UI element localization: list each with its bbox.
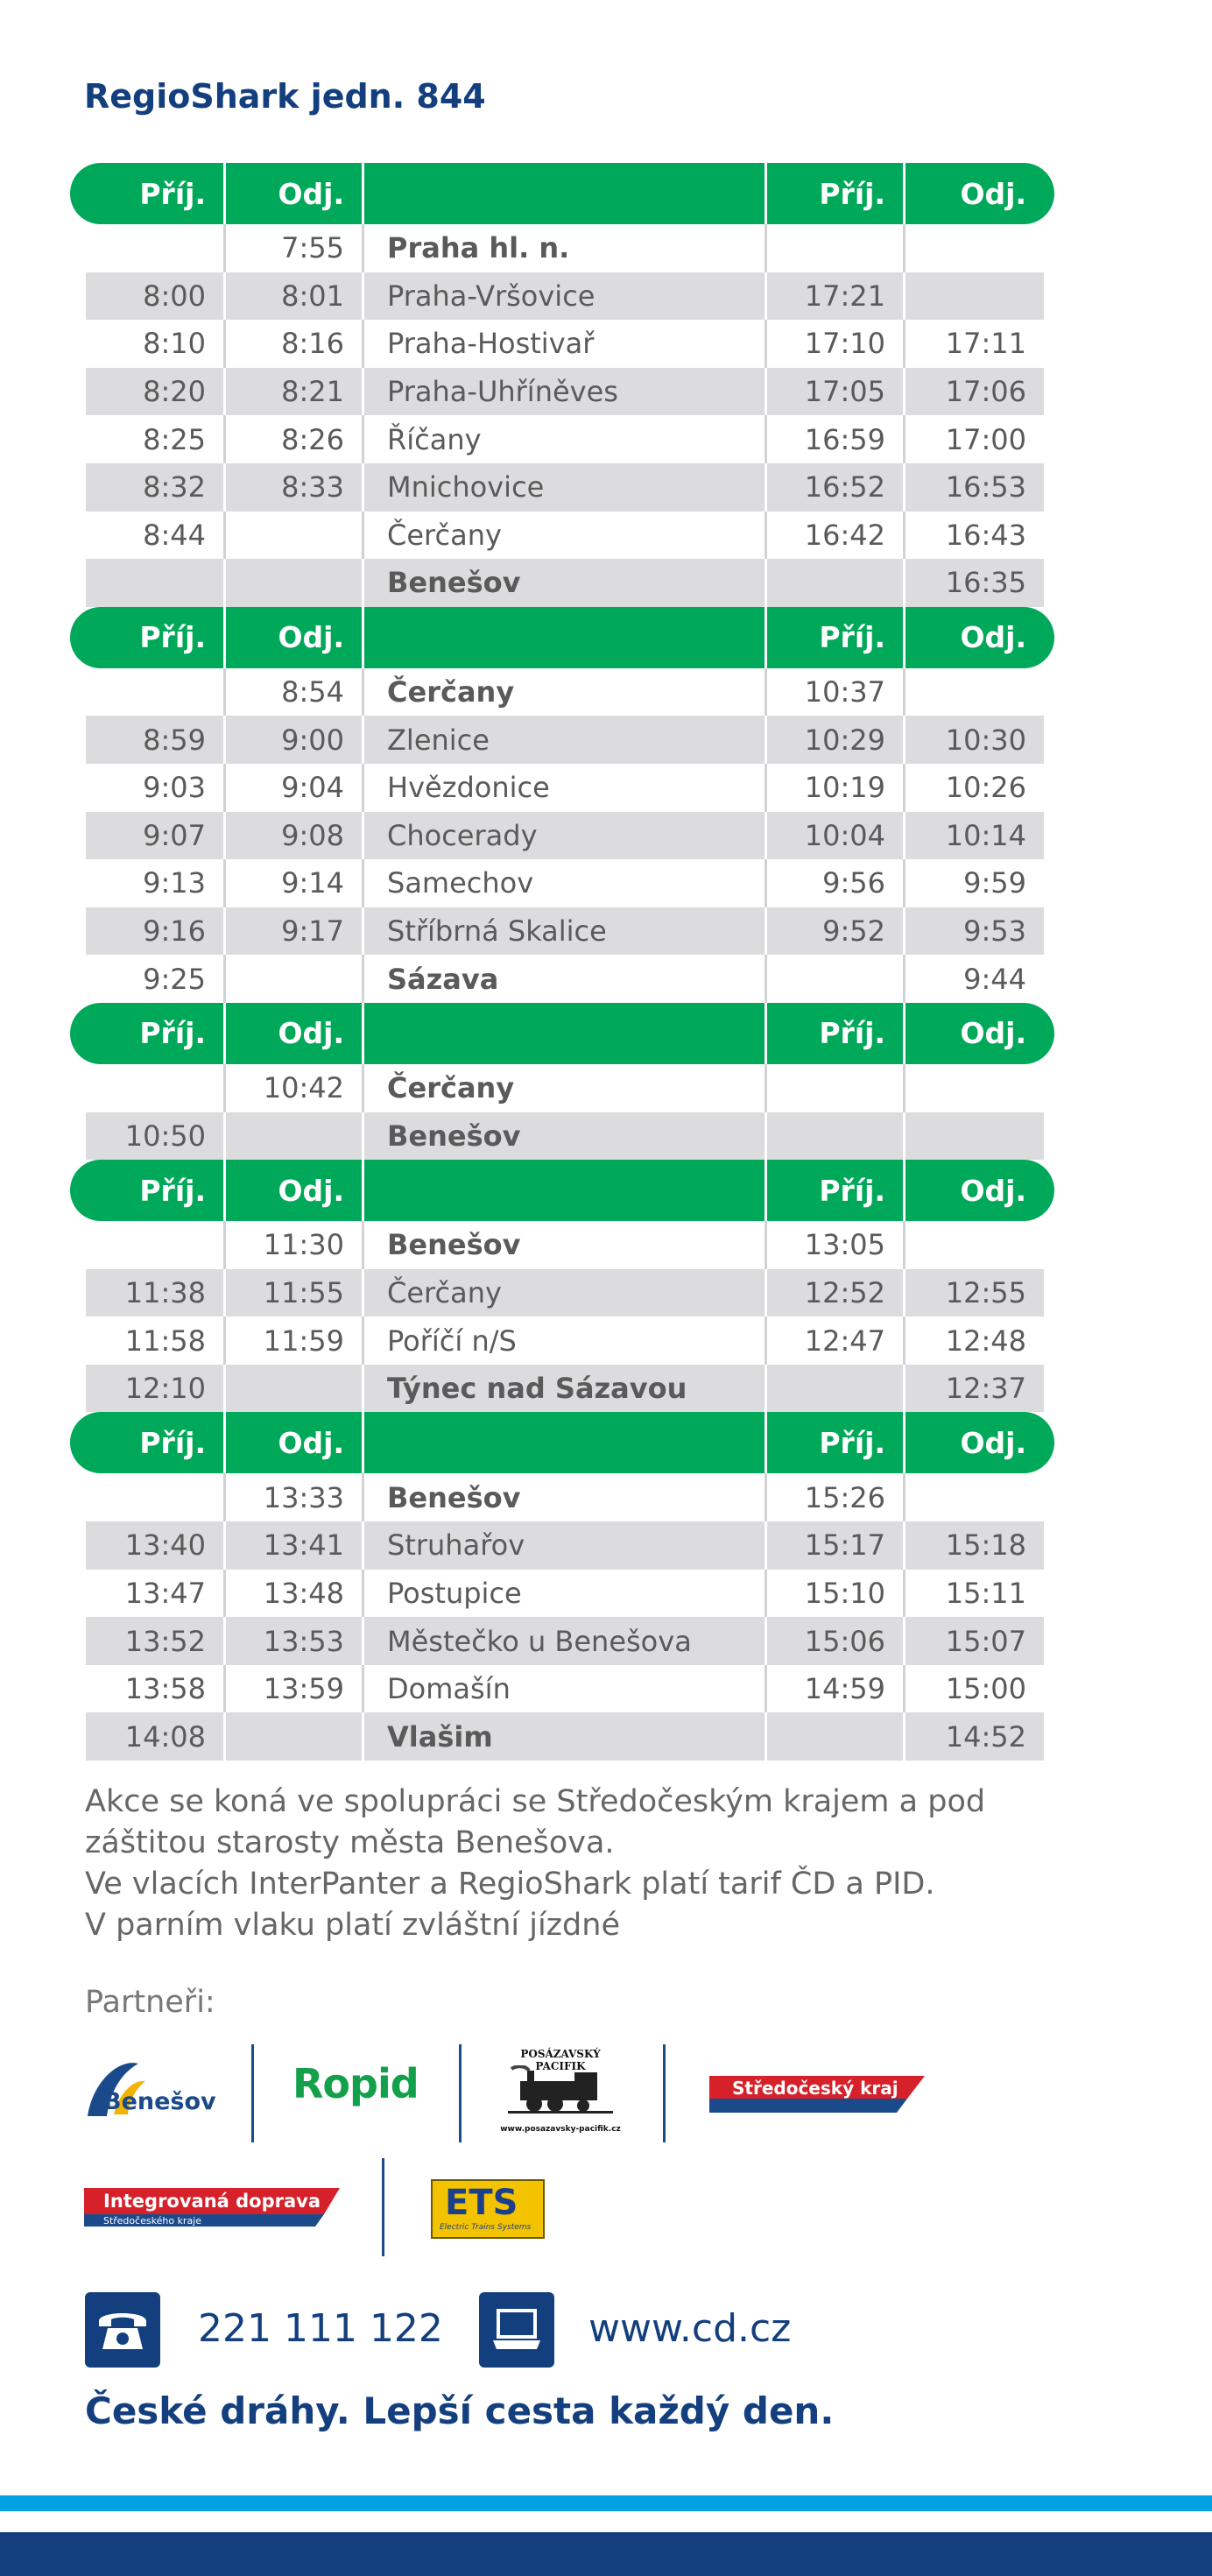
laptop-icon (479, 2292, 554, 2368)
arrival-time: 14:08 (86, 1712, 226, 1761)
return-departure-time: 16:53 (945, 470, 1026, 505)
departure-time: 13:48 (226, 1570, 364, 1618)
timetable-row (86, 716, 1044, 764)
arrival-time (86, 1064, 226, 1112)
partner-divider (459, 2044, 462, 2142)
return-arrival-time: 15:06 (767, 1617, 905, 1665)
return-departure-time: 9:44 (963, 962, 1026, 996)
header-departure-return: Odj. (960, 620, 1026, 655)
header-station (364, 1160, 767, 1221)
return-departure-time (905, 272, 1044, 321)
arrival-time: 11:58 (86, 1316, 226, 1365)
timetable-block (70, 1003, 1054, 1160)
station-name: Benešov (364, 1221, 767, 1269)
return-departure-time: 9:53 (963, 914, 1026, 949)
timetable-row (86, 1316, 1044, 1365)
notes (85, 1782, 1092, 1946)
header-departure-return: Odj. (960, 1173, 1026, 1208)
return-arrival-time: 13:05 (767, 1221, 905, 1269)
departure-time (226, 1712, 364, 1761)
arrival-time: 8:44 (86, 512, 226, 560)
timetable-row (86, 1112, 1044, 1161)
arrival-time: 9:16 (86, 907, 226, 956)
return-arrival-time: 12:47 (767, 1316, 905, 1365)
header-arrival: Příj. (86, 1160, 226, 1221)
ido-logo-text: Integrovaná doprava (103, 2191, 321, 2212)
return-departure-time: 10:30 (945, 723, 1026, 757)
return-arrival-time (767, 1712, 905, 1761)
return-departure-time: 10:14 (945, 818, 1026, 852)
page-title: RegioShark jedn. 844 (84, 77, 486, 116)
station-name: Poříčí n/S (364, 1316, 767, 1365)
return-arrival-time: 10:37 (767, 668, 905, 716)
station-name: Praha-Uhříněves (364, 368, 767, 416)
return-arrival-time: 10:29 (767, 716, 905, 764)
header-station (364, 1003, 767, 1064)
kraj-logo-text: Středočeský kraj (732, 2078, 898, 2099)
stredocesky-kraj-logo (709, 2076, 925, 2113)
station-name: Benešov (364, 1473, 767, 1521)
partner-divider (251, 2044, 254, 2142)
pacifik-logo-url: www.posazavsky-pacifik.cz (500, 2125, 621, 2134)
header-arrival-return: Příj. (767, 607, 905, 668)
station-name: Zlenice (364, 716, 767, 764)
timetable-row (86, 512, 1044, 560)
timetable-row (86, 1521, 1044, 1570)
return-arrival-time: 15:10 (767, 1570, 905, 1618)
arrival-time: 13:52 (86, 1617, 226, 1665)
arrival-time: 9:07 (86, 812, 226, 860)
arrival-time: 13:40 (86, 1521, 226, 1570)
steam-locomotive-icon (508, 2065, 613, 2114)
station-name: Týnec nad Sázavou (364, 1365, 767, 1413)
ido-logo-subtext: Středočeského kraje (103, 2215, 202, 2227)
arrival-time: 13:47 (86, 1570, 226, 1618)
arrival-time (86, 224, 226, 272)
station-name: Sázava (364, 955, 767, 1003)
return-arrival-time: 14:59 (767, 1665, 905, 1713)
timetable-header (70, 607, 1054, 668)
return-arrival-time: 10:19 (767, 764, 905, 812)
website-link[interactable]: www.cd.cz (588, 2306, 792, 2351)
arrival-time: 8:59 (86, 716, 226, 764)
header-departure: Odj. (226, 1003, 364, 1064)
return-arrival-time: 15:17 (767, 1521, 905, 1570)
return-departure-time (905, 1473, 1044, 1521)
station-name: Praha-Vršovice (364, 272, 767, 321)
station-name: Vlašim (364, 1712, 767, 1761)
timetable-row (86, 1473, 1044, 1521)
station-name: Benešov (364, 559, 767, 607)
header-arrival: Příj. (86, 163, 226, 224)
return-arrival-time (767, 1365, 905, 1413)
arrival-time: 8:32 (86, 463, 226, 512)
departure-time: 11:59 (226, 1316, 364, 1365)
arrival-time: 9:13 (86, 859, 226, 907)
note-line: Akce se koná ve spolupráci se Středočeským krajem a pod záštitou starosty města Benešova. (85, 1784, 986, 1860)
departure-time: 11:30 (226, 1221, 364, 1269)
header-arrival: Příj. (86, 1412, 226, 1473)
header-arrival-return: Příj. (767, 1003, 905, 1064)
timetable-row (86, 559, 1044, 607)
partners-label: Partneři: (85, 1985, 215, 2020)
ets-logo-subtext: Electric Trains Systems (440, 2223, 532, 2232)
phone-number[interactable]: 221 111 122 (198, 2306, 443, 2351)
return-departure-time: 17:00 (945, 422, 1026, 456)
return-departure-time: 15:07 (945, 1624, 1026, 1658)
departure-time (226, 955, 364, 1003)
station-name: Čerčany (364, 668, 767, 716)
header-arrival-return: Příj. (767, 1412, 905, 1473)
timetable-row (86, 907, 1044, 956)
departure-time (226, 1112, 364, 1161)
station-name: Mnichovice (364, 463, 767, 512)
return-departure-time: 17:11 (945, 327, 1026, 361)
return-arrival-time (767, 955, 905, 1003)
timetable-row (86, 1665, 1044, 1713)
departure-time: 8:54 (226, 668, 364, 716)
departure-time: 9:00 (226, 716, 364, 764)
return-arrival-time (767, 224, 905, 272)
timetable-row (86, 320, 1044, 368)
timetable-row (86, 1712, 1044, 1761)
return-departure-time (905, 668, 1044, 716)
departure-time: 9:14 (226, 859, 364, 907)
header-departure: Odj. (226, 1160, 364, 1221)
return-departure-time: 16:43 (945, 518, 1026, 552)
return-arrival-time: 17:10 (767, 320, 905, 368)
return-departure-time: 12:37 (945, 1372, 1026, 1406)
header-station (364, 163, 767, 224)
ets-logo (431, 2179, 545, 2239)
timetable-row (86, 1269, 1044, 1317)
return-arrival-time: 17:21 (767, 272, 905, 321)
station-name: Samechov (364, 859, 767, 907)
partner-divider (382, 2158, 384, 2256)
departure-time: 8:21 (226, 368, 364, 416)
station-name: Říčany (364, 415, 767, 463)
header-station (364, 607, 767, 668)
timetable-block (70, 1160, 1054, 1412)
departure-time: 9:17 (226, 907, 364, 956)
departure-time (226, 559, 364, 607)
timetable-row (86, 1221, 1044, 1269)
return-departure-time: 16:35 (945, 566, 1026, 600)
header-departure-return: Odj. (960, 176, 1026, 211)
timetable-row (86, 1064, 1044, 1112)
timetable-row (86, 955, 1044, 1003)
station-name: Struhařov (364, 1521, 767, 1570)
return-departure-time: 15:00 (945, 1672, 1026, 1706)
timetable-row (86, 415, 1044, 463)
header-arrival: Příj. (86, 607, 226, 668)
station-name: Chocerady (364, 812, 767, 860)
timetable-row (86, 368, 1044, 416)
return-departure-time: 10:26 (945, 771, 1026, 805)
station-name: Stříbrná Skalice (364, 907, 767, 956)
arrival-time (86, 1473, 226, 1521)
return-departure-time: 9:59 (963, 866, 1026, 900)
station-name: Praha hl. n. (364, 224, 767, 272)
timetable-block (70, 163, 1054, 607)
departure-time (226, 1365, 364, 1413)
return-arrival-time: 9:52 (767, 907, 905, 956)
departure-time: 13:41 (226, 1521, 364, 1570)
return-departure-time (905, 224, 1044, 272)
arrival-time (86, 1221, 226, 1269)
header-departure: Odj. (226, 163, 364, 224)
header-arrival: Příj. (86, 1003, 226, 1064)
arrival-time: 10:50 (86, 1112, 226, 1161)
departure-time: 9:04 (226, 764, 364, 812)
header-departure: Odj. (226, 1412, 364, 1473)
benesov-logo-text: Benešov (103, 2088, 216, 2115)
return-arrival-time: 9:56 (767, 859, 905, 907)
pacifik-logo-title: POSÁZAVSKÝ PACIFIK (520, 2048, 601, 2072)
timetable-block (70, 607, 1054, 1003)
arrival-time: 8:20 (86, 368, 226, 416)
departure-time: 9:08 (226, 812, 364, 860)
return-departure-time: 15:11 (945, 1576, 1026, 1610)
timetable-row (86, 463, 1044, 512)
benesov-logo (84, 2055, 215, 2123)
return-arrival-time: 16:42 (767, 512, 905, 560)
return-departure-time: 14:52 (945, 1719, 1026, 1754)
return-departure-time: 17:06 (945, 375, 1026, 409)
timetable-row (86, 224, 1044, 272)
return-departure-time: 12:55 (945, 1275, 1026, 1309)
timetable-header (70, 1412, 1054, 1473)
station-name: Praha-Hostivař (364, 320, 767, 368)
station-name: Čerčany (364, 512, 767, 560)
return-arrival-time: 10:04 (767, 812, 905, 860)
arrival-time (86, 559, 226, 607)
station-name: Postupice (364, 1570, 767, 1618)
header-station (364, 1412, 767, 1473)
arrival-time: 8:00 (86, 272, 226, 321)
ropid-logo-text: Ropid (292, 2060, 419, 2107)
departure-time: 8:26 (226, 415, 364, 463)
station-name: Čerčany (364, 1064, 767, 1112)
station-name: Hvězdonice (364, 764, 767, 812)
return-arrival-time (767, 559, 905, 607)
station-name: Čerčany (364, 1269, 767, 1317)
timetable-header (70, 163, 1054, 224)
station-name: Domašín (364, 1665, 767, 1713)
arrival-time: 9:25 (86, 955, 226, 1003)
header-departure-return: Odj. (960, 1425, 1026, 1460)
return-departure-time (905, 1112, 1044, 1161)
station-name: Městečko u Benešova (364, 1617, 767, 1665)
departure-time: 13:33 (226, 1473, 364, 1521)
timetable-row (86, 764, 1044, 812)
return-arrival-time (767, 1064, 905, 1112)
ets-logo-text: ETS (445, 2183, 518, 2223)
return-departure-time: 15:18 (945, 1528, 1026, 1563)
timetable-header (70, 1160, 1054, 1221)
return-arrival-time (767, 1112, 905, 1161)
header-arrival-return: Příj. (767, 163, 905, 224)
departure-time: 8:33 (226, 463, 364, 512)
partner-divider (663, 2044, 666, 2142)
departure-time: 13:53 (226, 1617, 364, 1665)
return-arrival-time: 16:59 (767, 415, 905, 463)
timetable-block (70, 1412, 1054, 1761)
departure-time (226, 512, 364, 560)
departure-time: 11:55 (226, 1269, 364, 1317)
arrival-time: 13:58 (86, 1665, 226, 1713)
timetable-row (86, 859, 1044, 907)
return-arrival-time: 16:52 (767, 463, 905, 512)
return-departure-time (905, 1221, 1044, 1269)
footer-stripe-navy (0, 2532, 1212, 2576)
phone-icon (85, 2292, 160, 2368)
timetable-row (86, 272, 1044, 321)
return-arrival-time: 15:26 (767, 1473, 905, 1521)
departure-time: 7:55 (226, 224, 364, 272)
departure-time: 8:16 (226, 320, 364, 368)
pacifik-logo (499, 2046, 622, 2142)
note-line: Ve vlacích InterPanter a RegioShark platí tarif ČD a PID. (85, 1867, 935, 1902)
footer-stripe-cyan (0, 2495, 1212, 2511)
timetable-row (86, 1365, 1044, 1413)
arrival-time: 12:10 (86, 1365, 226, 1413)
return-arrival-time: 12:52 (767, 1269, 905, 1317)
arrival-time: 8:25 (86, 415, 226, 463)
arrival-time: 8:10 (86, 320, 226, 368)
header-arrival-return: Příj. (767, 1160, 905, 1221)
return-departure-time: 12:48 (945, 1323, 1026, 1358)
header-departure: Odj. (226, 607, 364, 668)
timetable-row (86, 812, 1044, 860)
timetable-row (86, 1617, 1044, 1665)
station-name: Benešov (364, 1112, 767, 1161)
timetable-header (70, 1003, 1054, 1064)
timetable-row (86, 668, 1044, 716)
ropid-logo (292, 2060, 424, 2123)
return-departure-time (905, 1064, 1044, 1112)
slogan: České dráhy. Lepší cesta každý den. (85, 2389, 835, 2432)
note-line: V parním vlaku platí zvláštní jízdné (85, 1908, 620, 1943)
timetable-row (86, 1570, 1044, 1618)
return-arrival-time: 17:05 (767, 368, 905, 416)
header-departure-return: Odj. (960, 1016, 1026, 1051)
timetable (70, 163, 1054, 1761)
arrival-time (86, 668, 226, 716)
departure-time: 10:42 (226, 1064, 364, 1112)
arrival-time: 9:03 (86, 764, 226, 812)
departure-time: 13:59 (226, 1665, 364, 1713)
arrival-time: 11:38 (86, 1269, 226, 1317)
integrovana-doprava-logo (84, 2188, 340, 2228)
departure-time: 8:01 (226, 272, 364, 321)
